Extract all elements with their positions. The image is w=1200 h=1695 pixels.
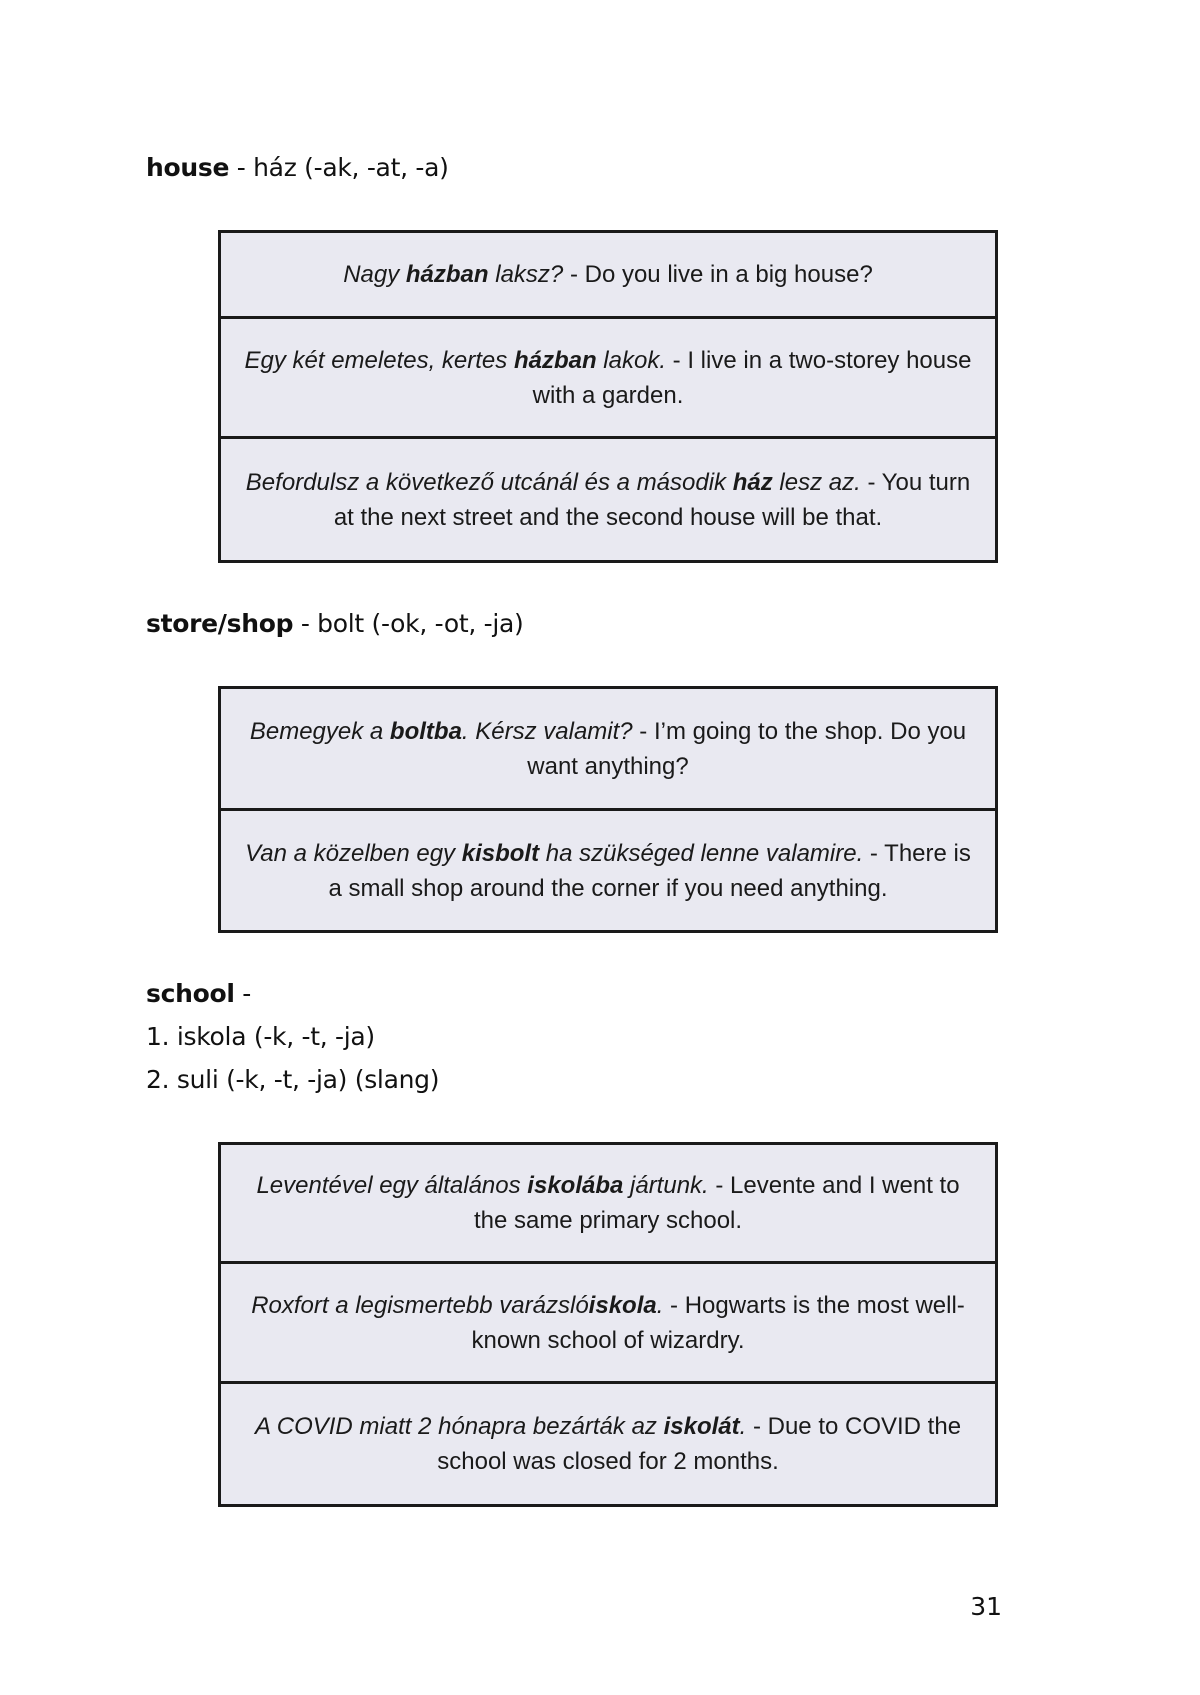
examples-box-house [218,230,998,563]
example-row [221,811,995,930]
examples-box-school [218,1142,998,1507]
example-hungarian: Roxfort a legismertebb varázslóiskola. [251,1291,664,1319]
example-text [243,714,973,784]
examples-box-store-shop [218,686,998,933]
example-row [221,319,995,439]
example-row [221,1145,995,1264]
page-number: 31 [970,1592,1002,1621]
example-english: - You turn at the next street and the second house will be that. [333,468,971,531]
example-english: - There is a small shop around the corner if you need anything. [328,839,971,902]
example-text [243,1288,973,1358]
headword-line [146,972,439,1015]
headword-sense: 1. iskola (-k, -t, -ja) [146,1022,375,1051]
example-text [243,1409,973,1479]
example-row [221,439,995,560]
example-row [221,233,995,319]
headword-school [146,972,439,1101]
example-hungarian: Befordulsz a következő utcánál és a második ház lesz az. [245,468,861,496]
example-english: - Do you live in a big house? [563,261,873,288]
headword-house [146,146,449,189]
example-hungarian: Egy két emeletes, kertes házban lakok. [244,346,667,374]
headword-sense: 2. suli (-k, -t, -ja) (slang) [146,1065,440,1094]
example-english: - I live in a two-storey house with a garden. [532,346,972,409]
example-english: - Due to COVID the school was closed for 2 months. [437,1413,962,1475]
example-row [221,1384,995,1504]
example-hungarian: Leventével egy általános iskolába jártunk. [256,1172,709,1199]
headword-store-shop [146,602,523,645]
headword-translation: - ház (-ak, -at, -a) [229,153,449,182]
example-hungarian: Nagy házban laksz? [343,261,564,288]
headword-translation: - bolt (-ok, -ot, -ja) [293,609,524,638]
example-text [243,343,973,413]
example-english: - Levente and I went to the same primary school. [473,1172,960,1234]
example-english: - I’m going to the shop. Do you want anything? [527,717,967,780]
example-text [343,257,873,292]
example-hungarian: Van a közelben egy kisbolt ha szükséged lenne valamire. [245,839,864,867]
headword-term: store/shop [146,609,294,638]
example-text [243,1168,973,1238]
example-hungarian: Bemegyek a boltba. Kérsz valamit? [249,717,633,745]
example-row [221,689,995,811]
headword-translation: - [234,979,251,1008]
example-text [243,465,973,535]
example-hungarian: A COVID miatt 2 hónapra bezárták az iskolát. [254,1413,747,1440]
headword-term: house [146,153,230,182]
headword-term: school [146,979,235,1008]
example-row [221,1264,995,1384]
example-english: - Hogwarts is the most well-known school of wizardry. [471,1291,965,1354]
example-text [243,836,973,906]
